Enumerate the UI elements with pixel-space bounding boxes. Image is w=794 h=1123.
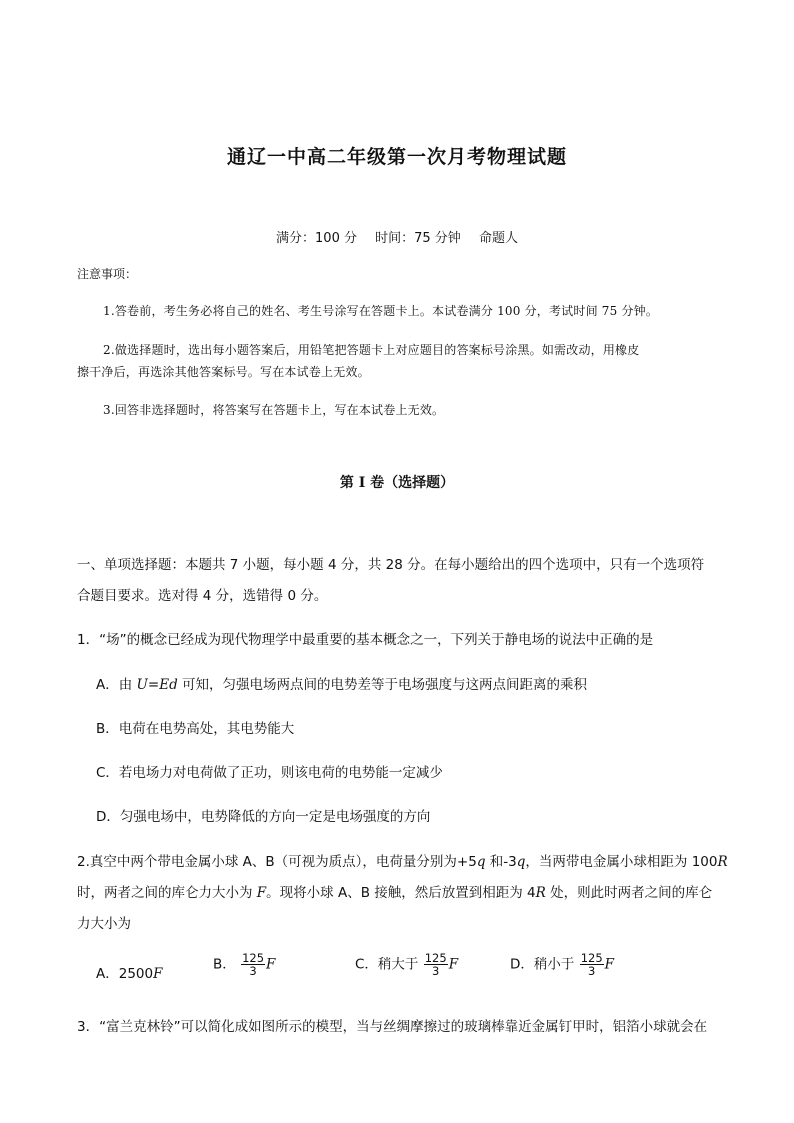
notice-item-2-line-2: 擦干净后，再选涂其他答案标号。写在本试卷上无效。 xyxy=(77,365,370,379)
fraction xyxy=(241,952,265,977)
fraction-numerator: 125 xyxy=(424,951,447,965)
question-1-option-b: B．电荷在电势高处，其电势能大 xyxy=(96,721,295,737)
q2-var-f: F xyxy=(266,956,276,973)
option-b-label: B． xyxy=(213,956,236,973)
question-2-option-b xyxy=(213,952,275,977)
instructions-line-1: 一、单项选择题：本题共 7 小题，每小题 4 分，共 28 分。在每小题给出的四个选项中，只有一个选项符 xyxy=(77,557,705,573)
section-title: 第 I 卷（选择题） xyxy=(339,475,455,491)
fraction xyxy=(424,952,448,977)
question-2-line-3: 力大小为 xyxy=(77,916,131,932)
fraction-denominator: 3 xyxy=(588,964,596,978)
question-2-option-c xyxy=(355,952,458,977)
q2-text: 和-3 xyxy=(485,854,517,870)
fraction-denominator: 3 xyxy=(432,964,440,978)
question-3-stem: 3．“富兰克林铃”可以简化成如图所示的模型，当与丝绸摩擦过的玻璃棒靠近金属钉甲时，铝箔小球就会在 xyxy=(77,1019,708,1035)
question-1-option-a xyxy=(96,673,587,693)
exam-time: 时间：75 分钟 xyxy=(375,231,461,246)
exam-author: 命题人 xyxy=(478,231,518,246)
question-1-stem: 1．“场”的概念已经成为现代物理学中最重要的基本概念之一，下列关于静电场的说法中正确的是 xyxy=(77,632,654,648)
q2-text: ，当两带电金属小球相距为 100 xyxy=(525,854,718,870)
question-2-line-1 xyxy=(77,850,728,870)
q2-var-f: F xyxy=(153,966,163,982)
option-a-label: A．2500 xyxy=(96,966,154,982)
question-2-line-2 xyxy=(77,881,712,901)
option-c-label: C．稍大于 xyxy=(355,956,419,973)
exam-meta xyxy=(0,227,794,246)
fraction xyxy=(580,952,604,977)
notice-item-1: 1.答卷前，考生务必将自己的姓名、考生号涂写在答题卡上。本试卷满分 100 分，考试时间 75 分钟。 xyxy=(103,304,659,318)
fraction-numerator: 125 xyxy=(580,951,603,965)
q2-var-f: F xyxy=(256,885,267,901)
q2-var-q: q xyxy=(476,854,486,870)
exam-title: 通辽一中高二年级第一次月考物理试题 xyxy=(226,146,567,168)
q2-text: 。现将小球 A、B 接触，然后放置到相距为 4 xyxy=(266,885,536,901)
full-score: 满分：100 分 xyxy=(276,231,357,246)
fraction-denominator: 3 xyxy=(249,964,257,978)
option-a-formula: U=Ed xyxy=(136,677,178,693)
q2-var-f: F xyxy=(604,956,615,973)
question-1-option-d: D．匀强电场中，电势降低的方向一定是电场强度的方向 xyxy=(96,809,431,825)
option-a-suffix: 可知，匀强电场两点间的电势差等于电场强度与这两点间距离的乘积 xyxy=(177,677,588,693)
fraction-numerator: 125 xyxy=(242,951,265,965)
q2-var-r: R xyxy=(535,885,546,901)
notice-item-3: 3.回答非选择题时，将答案写在答题卡上，写在本试卷上无效。 xyxy=(103,403,445,417)
instructions-line-2: 合题目要求。选对得 4 分，选错得 0 分。 xyxy=(77,588,328,604)
q2-var-q: q xyxy=(516,854,526,870)
notice-item-2-line-1: 2.做选择题时，选出每小题答案后，用铅笔把答题卡上对应题目的答案标号涂黑。如需改动，用橡皮 xyxy=(103,343,640,357)
q2-var-r: R xyxy=(717,854,728,870)
q2-text: 处，则此时两者之间的库仑 xyxy=(545,885,713,901)
question-2-option-d xyxy=(510,952,614,977)
notice-heading: 注意事项： xyxy=(77,267,138,281)
question-2-option-a xyxy=(96,962,162,982)
q2-text: 2.真空中两个带电金属小球 A、B（可视为质点），电荷量分别为+5 xyxy=(77,854,477,870)
option-d-label: D．稍小于 xyxy=(510,956,575,973)
q2-var-f: F xyxy=(448,956,459,973)
question-1-option-c: C．若电场力对电荷做了正功，则该电荷的电势能一定减少 xyxy=(96,765,443,781)
option-a-prefix: A．由 xyxy=(96,677,137,693)
q2-text: 时，两者之间的库仑力大小为 xyxy=(77,885,257,901)
